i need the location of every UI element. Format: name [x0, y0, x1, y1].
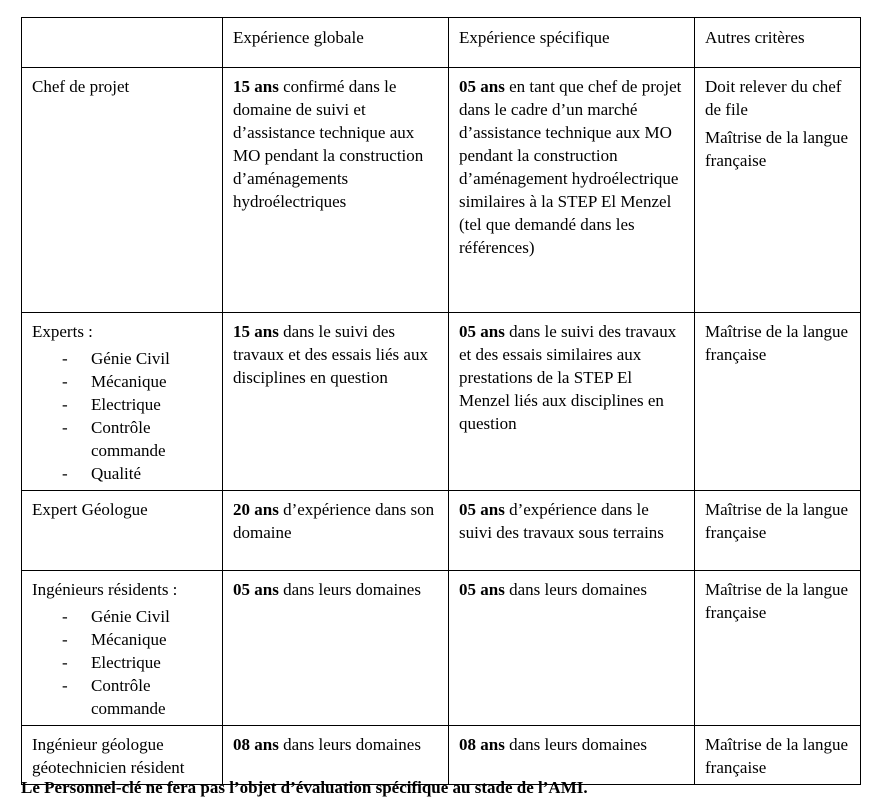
- role-title: Expert Géologue: [32, 500, 148, 519]
- experience-text: d’expérience dans son domaine: [233, 500, 435, 542]
- criterion-text: Maîtrise de la langue française: [705, 500, 849, 542]
- years-value: 15 ans: [233, 322, 279, 341]
- table-row: [22, 68, 861, 313]
- years-value: 05 ans: [233, 580, 279, 599]
- experience-text: dans le suivi des travaux et des essais similaires aux prestations de la STEP El Menzel liés aux disciplines en question: [459, 322, 677, 433]
- discipline-item: - Contrôle commande: [32, 416, 212, 462]
- discipline-list: [32, 605, 212, 720]
- discipline-item: - Qualité: [32, 462, 212, 485]
- header-other-criteria: Autres critères: [695, 18, 861, 68]
- global-experience-cell: [223, 491, 449, 571]
- years-value: 05 ans: [459, 500, 505, 519]
- table-row: [22, 571, 861, 726]
- specific-experience-cell: [449, 571, 695, 726]
- role-title: Experts :: [32, 322, 93, 341]
- years-value: 08 ans: [233, 735, 279, 754]
- header-specific-experience: Expérience spécifique: [449, 18, 695, 68]
- role-cell: [22, 571, 223, 726]
- table-row: [22, 313, 861, 491]
- experience-text: dans leurs domaines: [278, 580, 421, 599]
- discipline-item: - Contrôle commande: [32, 674, 212, 720]
- criterion-text: Maîtrise de la langue française: [705, 735, 849, 777]
- other-criteria-cell: [695, 313, 861, 491]
- role-cell: [22, 313, 223, 491]
- role-title: Chef de projet: [32, 77, 130, 96]
- specific-experience-cell: [449, 68, 695, 313]
- criterion-text: Doit relever du chef de file: [705, 77, 842, 119]
- header-global-experience: Expérience globale: [223, 18, 449, 68]
- discipline-item: - Mécanique: [32, 370, 212, 393]
- criterion-text: Maîtrise de la langue française: [705, 322, 849, 364]
- discipline-list: [32, 347, 212, 485]
- criterion-text: Maîtrise de la langue française: [705, 128, 849, 170]
- table-row: [22, 491, 861, 571]
- experience-text: confirmé dans le domaine de suivi et d’assistance technique aux MO pendant la construction d’aménagements hydroélectriques: [233, 77, 424, 211]
- discipline-item: - Mécanique: [32, 628, 212, 651]
- role-title: Ingénieurs résidents :: [32, 580, 178, 599]
- years-value: 05 ans: [459, 77, 505, 96]
- experience-text: dans leurs domaines: [278, 735, 421, 754]
- years-value: 08 ans: [459, 735, 505, 754]
- role-cell: [22, 491, 223, 571]
- years-value: 05 ans: [459, 580, 505, 599]
- other-criteria-cell: [695, 68, 861, 313]
- role-cell: [22, 68, 223, 313]
- years-value: 20 ans: [233, 500, 279, 519]
- discipline-item: - Génie Civil: [32, 347, 212, 370]
- discipline-item: - Electrique: [32, 393, 212, 416]
- other-criteria-cell: [695, 571, 861, 726]
- discipline-item: - Electrique: [32, 651, 212, 674]
- other-criteria-cell: [695, 726, 861, 785]
- experience-text: dans le suivi des travaux et des essais liés aux disciplines en question: [233, 322, 428, 387]
- table-header-row: [22, 18, 861, 68]
- experience-text: en tant que chef de projet dans le cadre d’un marché d’assistance technique aux MO pendant la construction d’aménagement hydroélectrique similaires à la STEP El Menzel (tel que demandé dans les références): [459, 77, 682, 257]
- experience-text: d’expérience dans le suivi des travaux sous terrains: [459, 500, 664, 542]
- discipline-item: - Génie Civil: [32, 605, 212, 628]
- global-experience-cell: [223, 68, 449, 313]
- criterion-text: Maîtrise de la langue française: [705, 580, 849, 622]
- years-value: 15 ans: [233, 77, 279, 96]
- experience-text: dans leurs domaines: [504, 580, 647, 599]
- experience-text: dans leurs domaines: [504, 735, 647, 754]
- global-experience-cell: [223, 313, 449, 491]
- years-value: 05 ans: [459, 322, 505, 341]
- other-criteria-cell: [695, 491, 861, 571]
- specific-experience-cell: [449, 313, 695, 491]
- global-experience-cell: [223, 571, 449, 726]
- header-empty: [22, 18, 223, 68]
- specific-experience-cell: [449, 491, 695, 571]
- personnel-table: [21, 17, 861, 785]
- role-title: Ingénieur géologue géotechnicien résident: [32, 735, 185, 777]
- footer-note: Le Personnel-clé ne fera pas l’objet d’évaluation spécifique au stade de l’AMI.: [21, 778, 588, 797]
